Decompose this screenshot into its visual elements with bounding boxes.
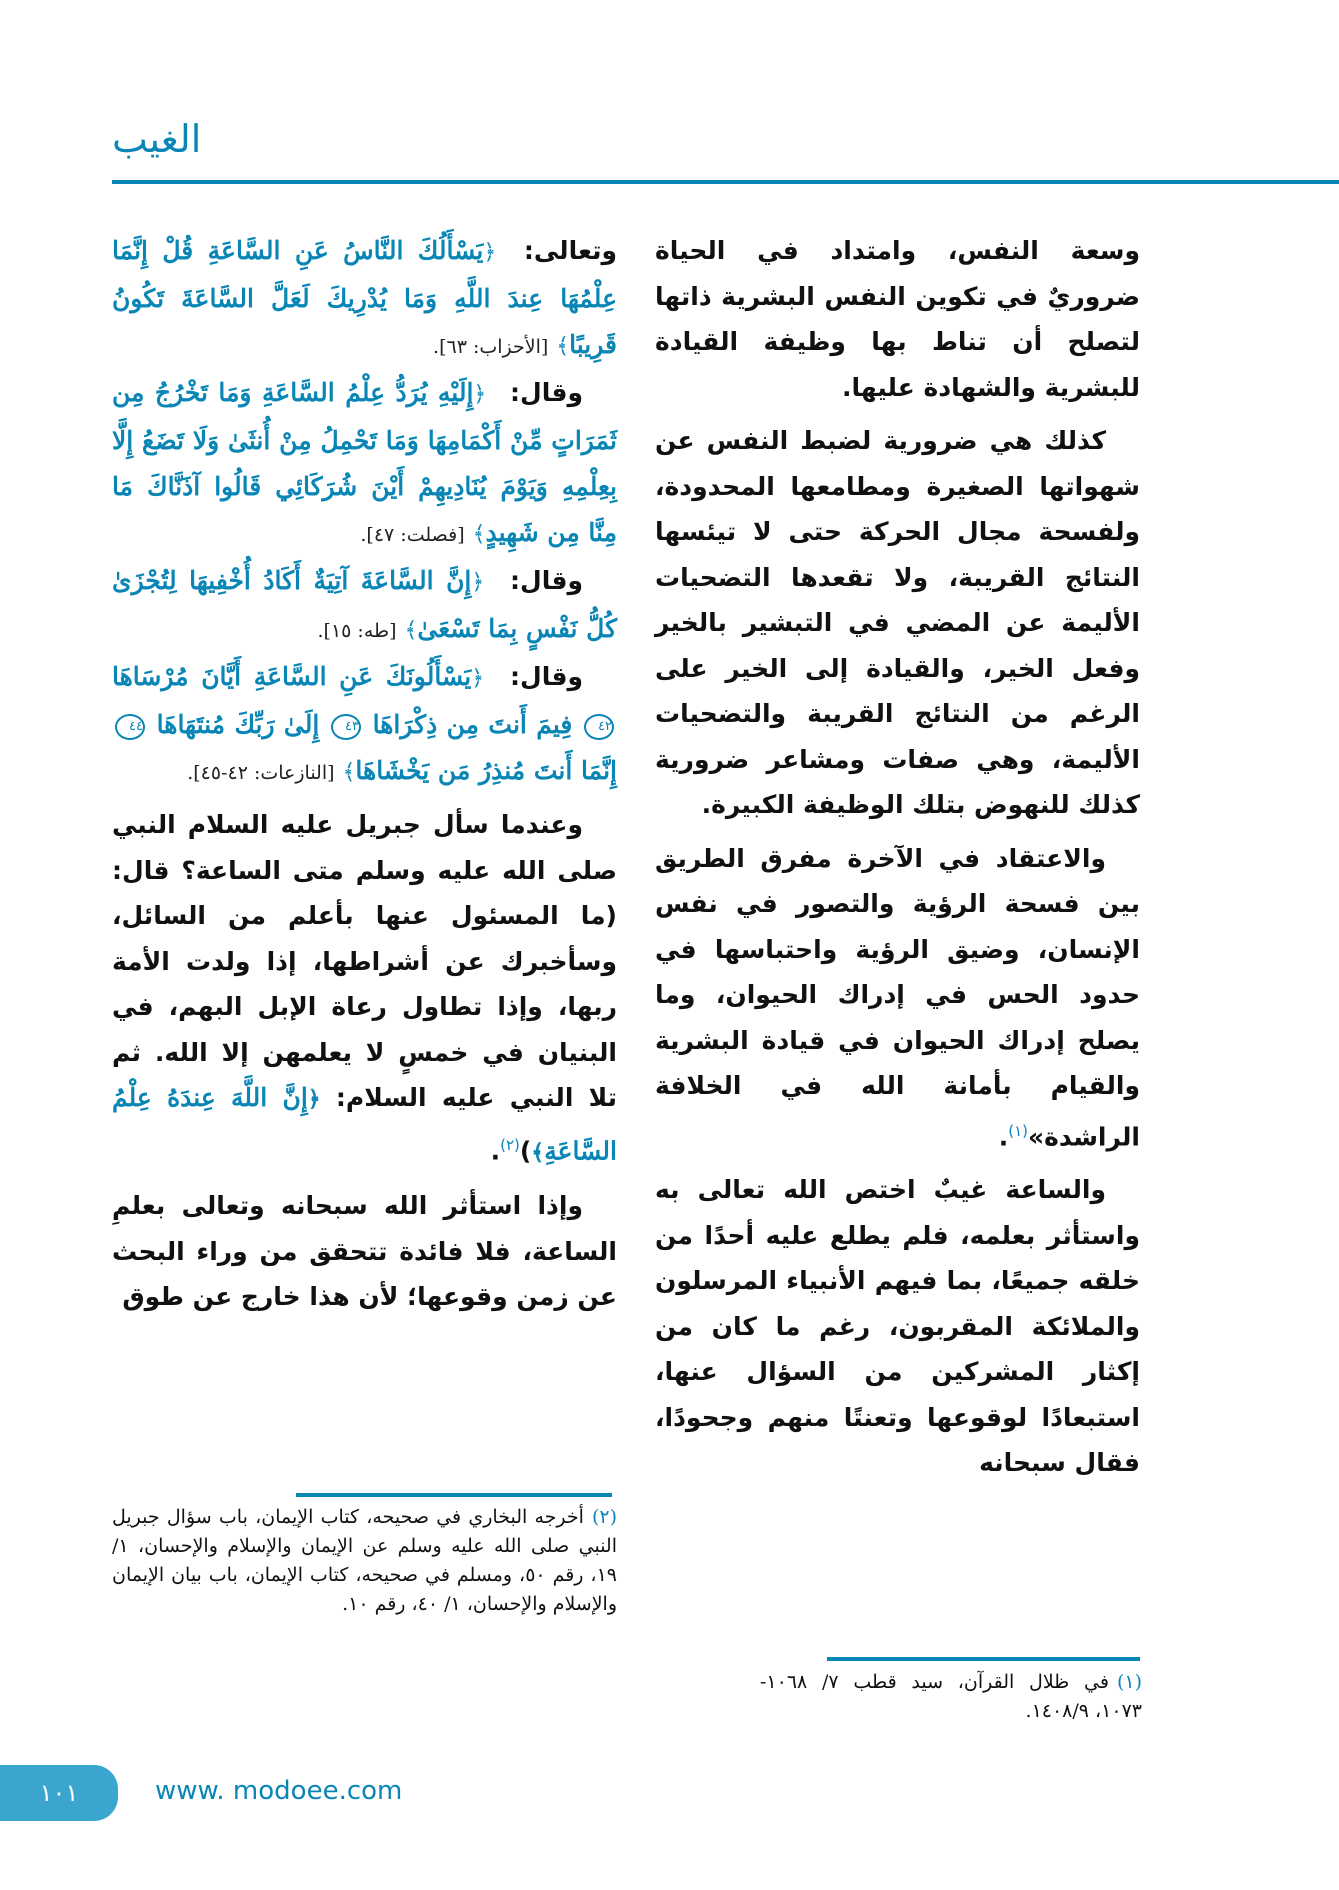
quote-lead: وقال: — [510, 566, 583, 595]
paragraph-text: وعندما سأل جبريل عليه السلام النبي صلى الله عليه وسلم متى الساعة؟ قال: (ما المسئول عنها بأعلم من السائل، وسأخبرك عن أشراطها، إذا ولدت الأمة ربها، وإذا تطاول رعاة الإبل البهم، في البنيان في خمسٍ لا يعلمهن إلا الله. ثم تلا النبي عليه السلام: — [112, 810, 617, 1112]
footnote-number: (١) — [1116, 1671, 1142, 1693]
verse-reference: [النازعات: ٤٢-٤٥]. — [187, 762, 335, 784]
verse-number-medallion: ٤٤ — [115, 714, 145, 740]
quran-verse: إِنَّمَا أَنتَ مُنذِرُ مَن يَخْشَاهَا — [355, 756, 617, 785]
quran-quote — [112, 228, 617, 370]
ornate-bracket-close-icon: ﴾ — [404, 618, 418, 643]
hadith-close: ) — [519, 1135, 532, 1165]
quran-quote — [112, 654, 617, 796]
footnote-number: (٢) — [591, 1506, 617, 1528]
footnote-text: أخرجه البخاري في صحيحه، كتاب الإيمان، باب سؤال جبريل النبي صلى الله عليه وسلم عن الإيمان والإسلام والإحسان، ١/ ١٩، رقم ٥٠، ومسلم في صحيحه، كتاب الإيمان، باب بيان الإيمان والإسلام والإحسان، ١/ ٤٠، رقم ١٠. — [112, 1506, 617, 1615]
ornate-bracket-open-icon: ﴿ — [471, 570, 485, 595]
ornate-bracket-close-icon: ﴾ — [472, 522, 486, 547]
ornate-bracket-open-icon: ﴿ — [473, 382, 487, 407]
ornate-bracket-open-icon: ﴿ — [307, 1087, 321, 1112]
footnote — [760, 1668, 1142, 1726]
left-column — [112, 228, 617, 1328]
quote-lead: وقال: — [510, 662, 583, 691]
ornate-bracket-close-icon: ﴾ — [556, 334, 570, 359]
verse-number-medallion: ٤٣ — [331, 714, 361, 740]
body-paragraph: وسعة النفس، وامتداد في الحياة ضروريٌ في تكوين النفس البشرية ذاتها لتصلح أن تناط بها وظيفة القيادة للبشرية والشهادة عليها. — [655, 236, 1140, 402]
quran-verse: إِنَّ السَّاعَةَ آتِيَةٌ أَكَادُ أُخْفِيهَا لِتُجْزَىٰ كُلُّ نَفْسٍ بِمَا تَسْعَىٰ — [112, 566, 617, 643]
verse-number-medallion: ٤٢ — [584, 714, 614, 740]
quran-verse: إِلَىٰ رَبِّكَ مُنتَهَاهَا — [156, 710, 320, 739]
footnote-reference[interactable]: (٢) — [500, 1135, 520, 1154]
chapter-title: الغيب — [112, 117, 202, 161]
ornate-bracket-close-icon: ﴾ — [342, 760, 356, 785]
website-link[interactable]: www. modoee.com — [155, 1776, 403, 1806]
quran-verse: يَسْأَلُونَكَ عَنِ السَّاعَةِ أَيَّانَ مُرْسَاهَا — [112, 662, 472, 691]
quote-lead: وقال: — [510, 378, 583, 407]
body-paragraph: كذلك هي ضرورية لضبط النفس عن شهواتها الصغيرة ومطامعها المحدودة، ولفسحة مجال الحركة حتى لا تيئسها النتائج القريبة، ولا تقعدها التضحيات الأليمة عن المضي في التبشير بالخير وفعل الخير، والقيادة إلى الخير على الرغم من النتائج القريبة والتضحيات الأليمة، وهي صفات ومشاعر ضرورية كذلك للنهوض بتلك الوظيفة الكبيرة. — [655, 426, 1140, 819]
quote-lead: وتعالى: — [523, 236, 617, 265]
header-divider — [112, 180, 1339, 184]
quran-verse: يَسْأَلُكَ النَّاسُ عَنِ السَّاعَةِ قُلْ إِنَّمَا عِلْمُهَا عِندَ اللَّهِ وَمَا يُدْرِيكَ لَعَلَّ السَّاعَةَ تَكُونُ قَرِيبًا — [112, 236, 617, 359]
paragraph-end: . — [490, 1135, 501, 1165]
footnote — [112, 1503, 617, 1619]
right-column — [655, 228, 1140, 1494]
ornate-bracket-open-icon: ﴿ — [483, 240, 497, 265]
body-paragraph — [655, 836, 1140, 1160]
verse-reference: [الأحزاب: ٦٣]. — [433, 336, 549, 358]
quran-quote — [112, 370, 617, 558]
verse-reference: [فصلت: ٤٧]. — [360, 524, 465, 546]
footnote-divider — [827, 1657, 1140, 1661]
footnote-reference[interactable]: (١) — [1008, 1121, 1028, 1140]
footnote-text: في ظلال القرآن، سيد قطب ٧/ ١٠٦٨- ١٠٧٣، ١٤٠٨/٩. — [760, 1671, 1142, 1722]
paragraph-end: . — [998, 1121, 1009, 1151]
hadith-paragraph — [112, 802, 617, 1175]
quran-verse: إِلَيْهِ يُرَدُّ عِلْمُ السَّاعَةِ وَمَا تَخْرُجُ مِن ثَمَرَاتٍ مِّنْ أَكْمَامِهَا وَمَا تَحْمِلُ مِنْ أُنثَىٰ وَلَا تَضَعُ إِلَّا بِعِلْمِهِ وَيَوْمَ يُنَادِيهِمْ أَيْنَ شُرَكَائِي قَالُوا آذَنَّاكَ مَا مِنَّا مِن شَهِيدٍ — [112, 378, 617, 547]
body-paragraph: وإذا استأثر الله سبحانه وتعالى بعلمِ الساعة، فلا فائدة تتحقق من وراء البحث عن زمن وقوعها؛ لأن هذا خارج عن طوق — [112, 1191, 617, 1312]
quran-quote — [112, 558, 617, 654]
ornate-bracket-open-icon: ﴿ — [471, 666, 485, 691]
ornate-bracket-close-icon: ﴾ — [531, 1139, 545, 1165]
footnote-divider — [296, 1493, 612, 1497]
body-paragraph: والساعة غيبٌ اختص الله تعالى به واستأثر بعلمه، فلم يطلع عليه أحدًا من خلقه جميعًا، بما فيهم الأنبياء المرسلون والملائكة المقربون، رغم ما كان من إكثار المشركين من السؤال عنها، استبعادًا لوقوعها وتعنتًا منهم وجحودًا، فقال سبحانه — [655, 1175, 1140, 1478]
verse-reference: [طه: ١٥]. — [317, 620, 397, 642]
quran-verse: فِيمَ أَنتَ مِن ذِكْرَاهَا — [372, 710, 573, 739]
page-number-badge: ١٠١ — [0, 1765, 118, 1821]
paragraph-text: والاعتقاد في الآخرة مفرق الطريق بين فسحة الرؤية والتصور في نفس الإنسان، وضيق الرؤية واحتباسها في حدود الحس في إدراك الحيوان، وما يصلح إدراك الحيوان في قيادة البشرية والقيام بأمانة الله في الخلافة الراشدة» — [655, 843, 1140, 1151]
quran-verse: إِنَّ اللَّهَ عِندَهُ عِلْمُ السَّاعَةِ — [112, 1083, 617, 1165]
